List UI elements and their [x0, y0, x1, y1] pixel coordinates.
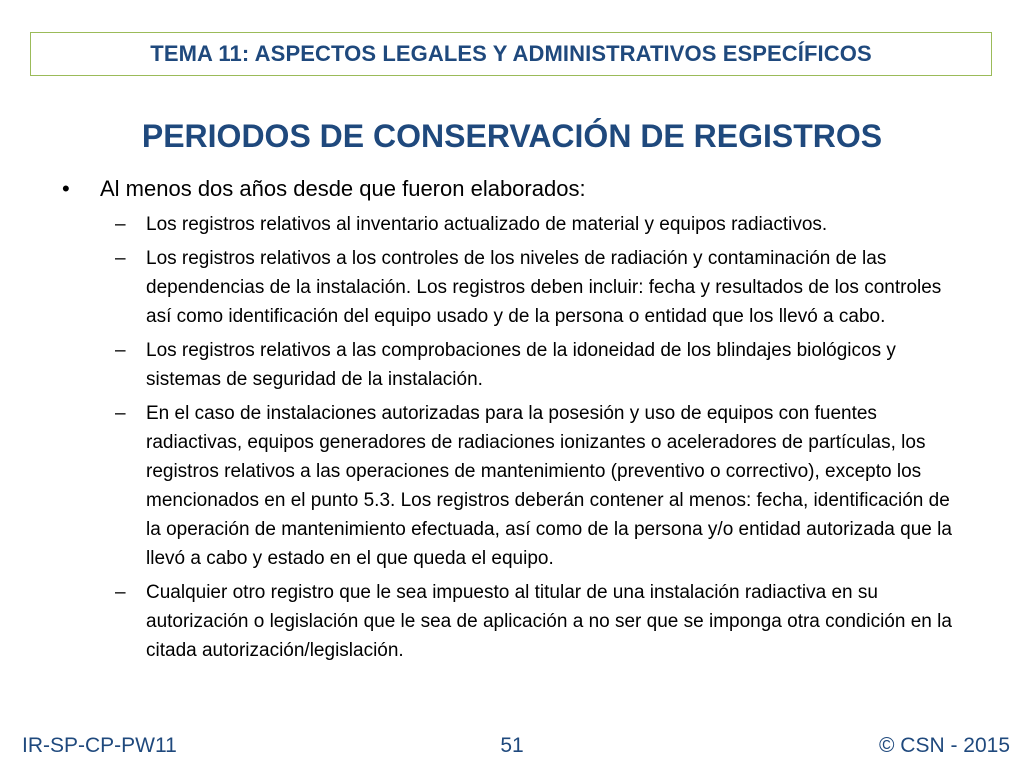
sub-item: [60, 399, 960, 573]
sub-item-text: Los registros relativos a las comprobaciones de la idoneidad de los blindajes biológicos y sistemas de seguridad de la instalación.: [146, 340, 896, 390]
page-number: 51: [500, 734, 524, 757]
slide-content: [60, 174, 960, 670]
bullet-text: Al menos dos años desde que fueron elaborados:: [100, 176, 586, 201]
slide-title: PERIODOS DE CONSERVACIÓN DE REGISTROS: [141, 118, 883, 154]
dash-icon: –: [115, 582, 126, 603]
dash-icon: –: [115, 403, 126, 424]
sub-item: [60, 210, 960, 239]
bullet-item: [60, 174, 960, 204]
dash-icon: –: [115, 248, 126, 269]
dash-icon: –: [115, 214, 126, 235]
sub-item: [60, 244, 960, 331]
header-box: [30, 32, 992, 76]
header-title: TEMA 11: ASPECTOS LEGALES Y ADMINISTRATIVOS ESPECÍFICOS: [150, 41, 872, 66]
bullet-icon: •: [62, 176, 70, 201]
footer-code: IR-SP-CP-PW11: [22, 734, 177, 757]
dash-icon: –: [115, 340, 126, 361]
sub-item-text: En el caso de instalaciones autorizadas para la posesión y uso de equipos con fuentes radiactivas, equipos generadores de radiaciones ionizantes o aceleradores de partículas, los registros relativos a las operaciones de mantenimiento (preventivo o correctivo), excepto los mencionados en el punto 5.3. Los registros deberán contener al menos: fecha, identificación de la operación de mantenimiento efectuada, así como de la persona y/o entidad autorizada que la llevó a cabo y estado en el que queda el equipo.: [146, 403, 952, 569]
sub-item-text: Cualquier otro registro que le sea impuesto al titular de una instalación radiactiva en su autorización o legislación que le sea de aplicación a no ser que se imponga otra condición en la citada autorización/legislación.: [146, 582, 952, 661]
sub-item: [60, 336, 960, 394]
sub-item-text: Los registros relativos a los controles de los niveles de radiación y contaminación de las dependencias de la instalación. Los registros deben incluir: fecha y resultados de los controles así como identificación del equipo usado y de la persona o entidad que los llevó a cabo.: [146, 248, 942, 327]
sub-item-text: Los registros relativos al inventario actualizado de material y equipos radiactivos.: [146, 214, 828, 235]
sub-list: [60, 210, 960, 665]
sub-item: [60, 578, 960, 665]
footer-copyright: © CSN - 2015: [878, 734, 1010, 757]
